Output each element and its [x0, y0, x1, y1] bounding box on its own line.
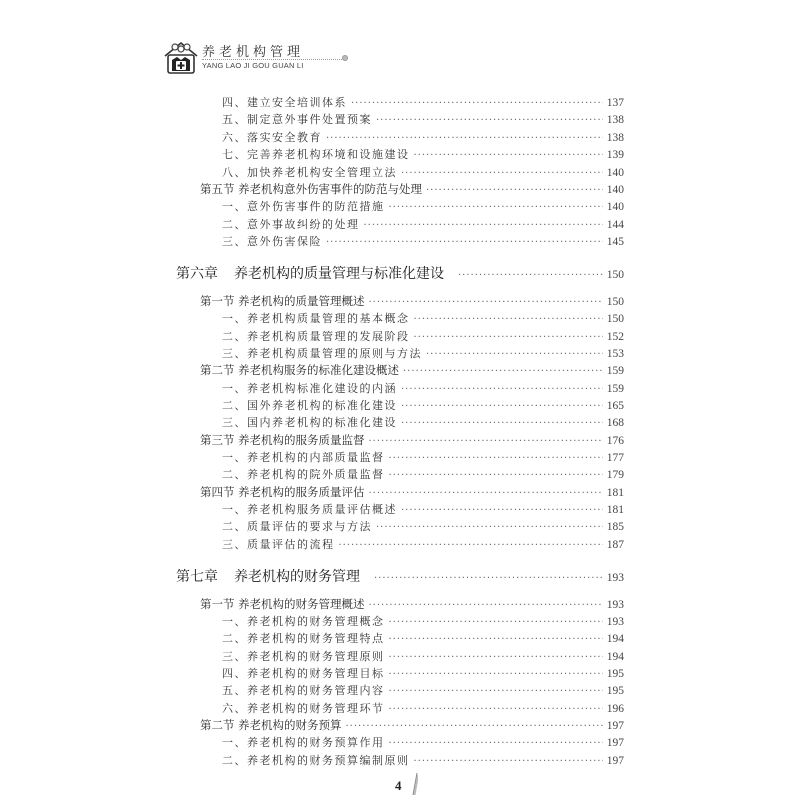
toc-subsection-entry[interactable] [222, 536, 624, 552]
toc-entry-title [222, 449, 385, 465]
toc-entry-number: 第一节 [200, 597, 235, 611]
toc-entry-label: 一、养老机构的内部质量监督 [222, 451, 385, 464]
page-number: 4 [395, 778, 402, 793]
running-header [162, 38, 362, 78]
dot-leader [389, 704, 603, 715]
dot-leader [414, 332, 603, 343]
toc-entry-title [222, 111, 372, 127]
dot-leader [374, 573, 603, 584]
toc-page-number: 195 [606, 668, 624, 680]
toc-subsection-entry[interactable] [222, 449, 624, 465]
toc-page-number: 193 [606, 599, 624, 611]
dot-leader [326, 237, 603, 248]
toc-page-number: 159 [606, 383, 624, 395]
toc-entry-number: 第七章 [176, 569, 218, 585]
dot-leader [389, 453, 603, 464]
toc-entry-title [222, 216, 360, 232]
toc-subsection-entry[interactable] [222, 328, 624, 344]
toc-subsection-entry[interactable] [222, 164, 624, 180]
toc-entry-label: 三、养老机构的财务管理原则 [222, 650, 385, 663]
toc-entry-label: 五、养老机构的财务管理内容 [222, 684, 385, 697]
toc-entry-label: 养老机构的财务管理 [234, 569, 360, 585]
toc-entry-title [222, 397, 397, 413]
toc-section-entry[interactable] [200, 596, 624, 612]
toc-entry-label: 六、养老机构的财务管理环节 [222, 702, 385, 715]
toc-page-number: 185 [606, 521, 624, 533]
toc-page-number: 152 [606, 331, 624, 343]
toc-subsection-entry[interactable] [222, 198, 624, 214]
toc-entry-label: 养老机构的财务预算 [238, 718, 342, 732]
dot-leader [389, 652, 603, 663]
dot-leader [339, 540, 603, 551]
toc-subsection-entry[interactable] [222, 146, 624, 162]
toc-entry-label: 一、养老机构标准化建设的内涵 [222, 382, 397, 395]
toc-subsection-entry[interactable] [222, 414, 624, 430]
dot-leader [401, 418, 603, 429]
dot-leader [426, 349, 603, 360]
toc-entry-title [222, 164, 397, 180]
dot-leader [326, 133, 603, 144]
toc-page-number: 150 [606, 313, 624, 325]
toc-entry-title [222, 700, 385, 716]
toc-subsection-entry[interactable] [222, 734, 624, 750]
toc-page-number: 144 [606, 219, 624, 231]
toc-subsection-entry[interactable] [222, 345, 624, 361]
toc-page-number: 168 [606, 417, 624, 429]
dot-leader [389, 738, 603, 749]
toc-page-number: 197 [606, 720, 624, 732]
toc-entry-title [222, 310, 410, 326]
toc-entry-label: 一、养老机构服务质量评估概述 [222, 503, 397, 516]
toc-entry-label: 二、养老机构的财务管理特点 [222, 632, 385, 645]
toc-entry-label: 八、加快养老机构安全管理立法 [222, 166, 397, 179]
toc-page-number: 145 [606, 236, 624, 248]
toc-entry-label: 二、质量评估的要求与方法 [222, 520, 372, 533]
toc-entry-title [222, 648, 385, 664]
dot-leader [369, 297, 603, 308]
dot-leader [414, 756, 603, 767]
dot-leader [369, 436, 603, 447]
toc-page-number: 153 [606, 348, 624, 360]
toc-entry-number: 第一节 [200, 294, 235, 308]
toc-entry-label: 一、养老机构的财务预算作用 [222, 736, 385, 749]
toc-entry-title [222, 518, 372, 534]
toc-entry-label: 六、落实安全教育 [222, 131, 322, 144]
dot-leader [364, 220, 603, 231]
toc-page-number: 196 [606, 703, 624, 715]
dot-leader [369, 600, 603, 611]
toc-entry-title [222, 466, 385, 482]
header-dot-ornament [342, 55, 348, 61]
toc-page-number: 197 [606, 737, 624, 749]
book-title: 养老机构管理 [202, 45, 305, 60]
toc-entry-label: 二、养老机构质量管理的发展阶段 [222, 330, 410, 343]
toc-page-number: 165 [606, 400, 624, 412]
toc-entry-label: 二、养老机构的财务预算编制原则 [222, 754, 410, 767]
dot-leader [376, 522, 603, 533]
dot-leader [401, 384, 603, 395]
toc-page-number: 177 [606, 452, 624, 464]
toc-entry-title [176, 566, 360, 586]
dot-leader [389, 617, 603, 628]
toc-subsection-entry[interactable] [222, 94, 624, 110]
toc-entry-title [222, 345, 422, 361]
dot-leader [414, 314, 603, 325]
toc-page-number: 150 [606, 296, 624, 308]
toc-entry-title [222, 752, 410, 768]
toc-subsection-entry[interactable] [222, 700, 624, 716]
toc-entry-label: 一、养老机构质量管理的基本概念 [222, 312, 410, 325]
toc-page-number: 187 [606, 539, 624, 551]
dot-leader [401, 168, 603, 179]
toc-section-entry[interactable] [200, 484, 624, 500]
toc-entry-label: 养老机构的服务质量监督 [238, 433, 365, 447]
toc-entry-title [222, 328, 410, 344]
toc-subsection-entry[interactable] [222, 648, 624, 664]
toc-entry-label: 一、意外伤害事件的防范措施 [222, 200, 385, 213]
dot-leader [401, 401, 603, 412]
dot-leader [426, 185, 603, 196]
toc-entry-label: 二、养老机构的院外质量监督 [222, 468, 385, 481]
toc-page-number: 176 [606, 435, 624, 447]
toc-entry-label: 养老机构的服务质量评估 [238, 485, 365, 499]
toc-entry-label: 一、养老机构的财务管理概念 [222, 615, 385, 628]
dot-leader [389, 686, 603, 697]
toc-entry-title [222, 198, 385, 214]
toc-subsection-entry[interactable] [222, 665, 624, 681]
toc-subsection-entry[interactable] [222, 233, 624, 249]
toc-entry-title [222, 536, 335, 552]
book-title-pinyin: YANG LAO JI GOU GUAN LI [202, 61, 304, 70]
toc-entry-title [200, 432, 365, 448]
dot-leader [389, 634, 603, 645]
toc-entry-title [222, 414, 397, 430]
dot-leader [346, 721, 603, 732]
toc-entry-label: 三、意外伤害保险 [222, 235, 322, 248]
toc-entry-label: 二、国外养老机构的标准化建设 [222, 399, 397, 412]
toc-entry-label: 三、质量评估的流程 [222, 538, 335, 551]
toc-entry-label: 养老机构意外伤害事件的防范与处理 [238, 182, 422, 196]
toc-entry-title [222, 94, 347, 110]
toc-page-number: 150 [606, 269, 624, 281]
toc-subsection-entry[interactable] [222, 380, 624, 396]
toc-entry-title [222, 613, 385, 629]
toc-page-number: 194 [606, 633, 624, 645]
toc-entry-number: 第三节 [200, 433, 235, 447]
page-footer [395, 775, 402, 794]
toc-entry-title [200, 181, 422, 197]
toc-entry-title [200, 717, 342, 733]
dot-leader [376, 115, 603, 126]
toc-page-number: 138 [606, 114, 624, 126]
toc-page-number: 195 [606, 685, 624, 697]
toc-page-number: 181 [606, 504, 624, 516]
toc-page-number: 139 [606, 149, 624, 161]
toc-chapter-entry[interactable] [176, 566, 624, 586]
toc-entry-label: 养老机构的质量管理概述 [238, 294, 365, 308]
toc-entry-label: 四、养老机构的财务管理目标 [222, 667, 385, 680]
dot-leader [414, 150, 603, 161]
toc-entry-label: 七、完善养老机构环境和设施建设 [222, 148, 410, 161]
toc-entry-label: 四、建立安全培训体系 [222, 96, 347, 109]
toc-page-number: 138 [606, 132, 624, 144]
toc-entry-title [222, 665, 385, 681]
dot-leader [401, 505, 603, 516]
dot-leader [403, 366, 603, 377]
dot-leader [389, 470, 603, 481]
dot-leader [389, 669, 603, 680]
toc-entry-number: 第六章 [176, 266, 218, 282]
toc-entry-label: 三、养老机构质量管理的原则与方法 [222, 347, 422, 360]
toc-section-entry[interactable] [200, 717, 624, 733]
toc-section-entry[interactable] [200, 181, 624, 197]
toc-page-number: 159 [606, 365, 624, 377]
toc-subsection-entry[interactable] [222, 466, 624, 482]
toc-page-number: 140 [606, 167, 624, 179]
toc-entry-title [200, 293, 365, 309]
toc-entry-number: 第二节 [200, 363, 235, 377]
elderly-care-house-icon [162, 38, 200, 76]
toc-section-entry[interactable] [200, 432, 624, 448]
toc-subsection-entry[interactable] [222, 216, 624, 232]
toc-entry-number: 第四节 [200, 485, 235, 499]
toc-entry-title [222, 380, 397, 396]
toc-entry-title [176, 263, 444, 283]
toc-subsection-entry[interactable] [222, 613, 624, 629]
toc-page-number: 181 [606, 487, 624, 499]
toc-subsection-entry[interactable] [222, 501, 624, 517]
toc-subsection-entry[interactable] [222, 630, 624, 646]
toc-page-number: 197 [606, 755, 624, 767]
toc-page-number: 179 [606, 469, 624, 481]
toc-section-entry[interactable] [200, 293, 624, 309]
toc-entry-title [222, 146, 410, 162]
dot-leader [351, 98, 603, 109]
toc-page-number: 140 [606, 184, 624, 196]
dot-leader [389, 202, 603, 213]
toc-entry-title [200, 596, 365, 612]
toc-entry-number: 第五节 [200, 182, 235, 196]
toc-subsection-entry[interactable] [222, 310, 624, 326]
toc-entry-title [222, 129, 322, 145]
toc-subsection-entry[interactable] [222, 129, 624, 145]
toc-page-number: 140 [606, 201, 624, 213]
toc-page-number: 137 [606, 97, 624, 109]
toc-entry-label: 二、意外事故纠纷的处理 [222, 218, 360, 231]
toc-entry-title [222, 501, 397, 517]
toc-entry-title [222, 233, 322, 249]
page-slash-ornament [412, 773, 418, 795]
dot-leader [369, 488, 603, 499]
header-divider [202, 59, 342, 60]
toc-entry-title [222, 734, 385, 750]
toc-entry-label: 三、国内养老机构的标准化建设 [222, 416, 397, 429]
toc-entry-title [200, 484, 365, 500]
toc-subsection-entry[interactable] [222, 397, 624, 413]
toc-entry-label: 养老机构的质量管理与标准化建设 [234, 266, 444, 282]
dot-leader [458, 270, 603, 281]
toc-page-number: 194 [606, 651, 624, 663]
toc-entry-label: 五、制定意外事件处置预案 [222, 113, 372, 126]
toc-section-entry[interactable] [200, 362, 624, 378]
toc-entry-label: 养老机构服务的标准化建设概述 [238, 363, 399, 377]
toc-entry-label: 养老机构的财务管理概述 [238, 597, 365, 611]
toc-chapter-entry[interactable] [176, 263, 624, 283]
toc-subsection-entry[interactable] [222, 111, 624, 127]
toc-page-number: 193 [606, 616, 624, 628]
toc-entry-title [222, 630, 385, 646]
toc-subsection-entry[interactable] [222, 682, 624, 698]
toc-entry-title [200, 362, 399, 378]
toc-entry-title [222, 682, 385, 698]
toc-page-number: 193 [606, 572, 624, 584]
toc-subsection-entry[interactable] [222, 752, 624, 768]
toc-entry-number: 第二节 [200, 718, 235, 732]
toc-subsection-entry[interactable] [222, 518, 624, 534]
